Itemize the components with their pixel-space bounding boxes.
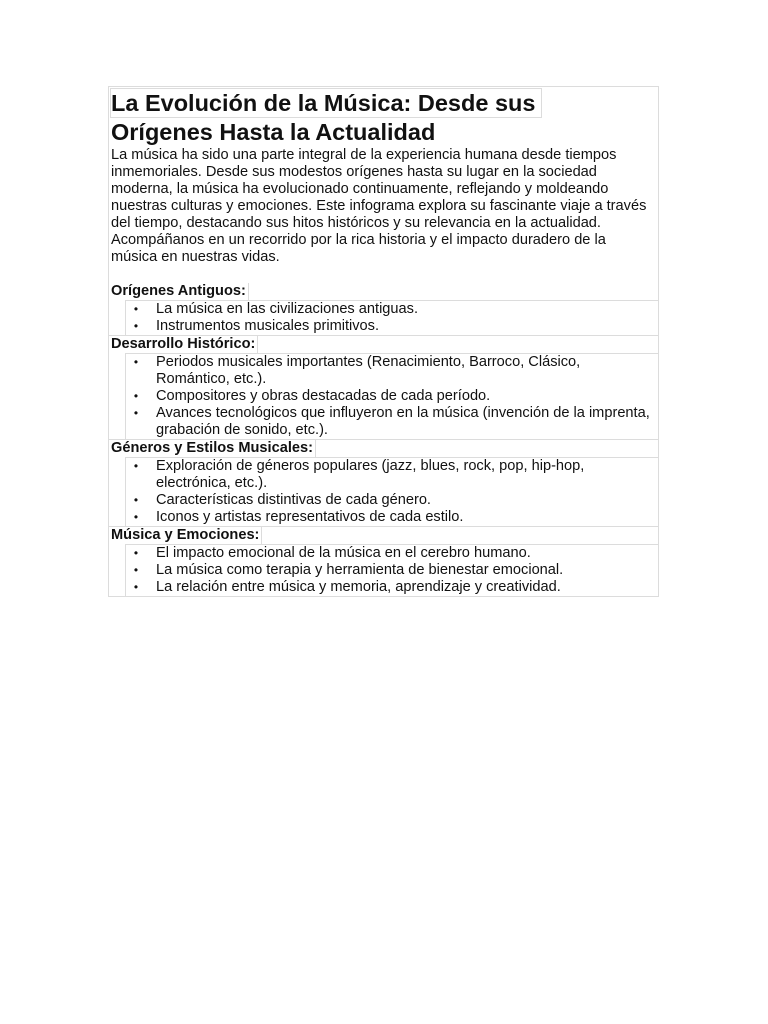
section-list [125,353,658,439]
list-item [126,562,658,579]
section-list [125,457,658,526]
section-list [125,300,658,335]
bullet-icon: • [133,355,139,369]
list-item-text: Iconos y artistas representativos de cada estilo. [156,509,464,525]
list-item [126,388,658,405]
list-item [126,509,658,526]
list-item-text: La música como terapia y herramienta de bienestar emocional. [156,562,564,578]
list-item [126,301,658,318]
list-item-text: Periodos musicales importantes (Renacimiento, Barroco, Clásico, Romántico, etc.). [156,354,581,387]
list-item-text: Compositores y obras destacadas de cada período. [156,388,491,404]
list-item-text: La música en las civilizaciones antiguas. [156,301,419,317]
sections-container [109,283,658,596]
list-item [126,492,658,509]
section-heading-text: Música y Emociones: [111,527,262,544]
list-item-text: Avances tecnológicos que influyeron en la música (invención de la imprenta, grabación de sonido, etc.). [156,405,650,438]
list-item-text: Instrumentos musicales primitivos. [156,318,380,334]
section-heading-text: Géneros y Estilos Musicales: [111,440,316,457]
section-heading [109,526,658,544]
list-item [126,458,658,492]
title-line-1: La Evolución de la Música: Desde sus [110,88,542,118]
section-heading [109,439,658,457]
list-item [126,405,658,439]
bullet-icon: • [133,319,139,333]
list-item [126,318,658,335]
list-item [126,545,658,562]
bullet-icon: • [133,493,139,507]
list-item-text: El impacto emocional de la música en el cerebro humano. [156,545,531,561]
section-heading [109,283,658,300]
title-block [109,87,658,283]
bullet-icon: • [133,302,139,316]
bullet-icon: • [133,510,139,524]
bullet-icon: • [133,546,139,560]
section-heading-text: Desarrollo Histórico: [111,336,258,353]
section-heading [109,335,658,353]
intro-paragraph: La música ha sido una parte integral de la experiencia humana desde tiempos inmemoriales. Desde sus modestos orígenes hasta su lugar en la sociedad moderna, la música ha evolucionado continuamente, reflejando y moldeando nuestras culturas y emociones. Este infograma explora su fascinante viaje a través del tiempo, destacando sus hitos históricos y su relevancia en la actualidad. Acompáñanos en un recorrido por la rica historia y el impacto duradero de la música en nuestras vidas. [111,147,647,265]
bullet-icon: • [133,389,139,403]
bullet-icon: • [133,459,139,473]
document-page [108,86,659,597]
bullet-icon: • [133,563,139,577]
list-item [126,579,658,596]
section-list [125,544,658,596]
bullet-icon: • [133,406,139,420]
list-item-text: La relación entre música y memoria, aprendizaje y creatividad. [156,579,561,595]
list-item-text: Características distintivas de cada género. [156,492,431,508]
section-heading-text: Orígenes Antiguos: [111,283,249,300]
bullet-icon: • [133,580,139,594]
list-item [126,354,658,388]
list-item-text: Exploración de géneros populares (jazz, blues, rock, pop, hip-hop, electrónica, etc.). [156,458,585,491]
title-line-2: Orígenes Hasta la Actualidad [111,119,436,145]
page-title [111,87,656,146]
